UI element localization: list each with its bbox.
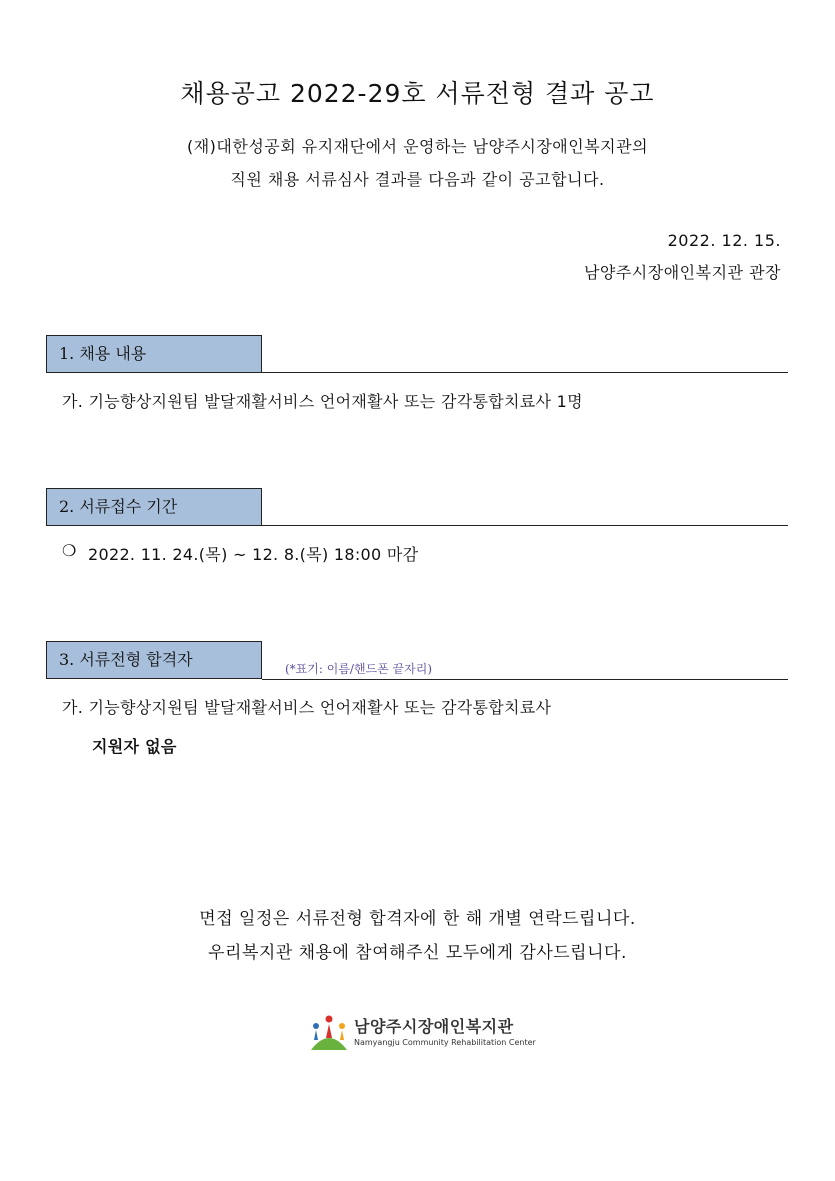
section-heading-3: 3. 서류전형 합격자 — [46, 641, 262, 679]
center-logo — [308, 1012, 548, 1054]
section-heading-1: 1. 채용 내용 — [46, 335, 262, 373]
section-divider-1 — [262, 372, 788, 373]
section-divider-3 — [262, 679, 788, 680]
application-period: 2022. 11. 24.(목) ~ 12. 8.(목) 18:00 마감 — [88, 545, 419, 564]
section-divider-2 — [262, 525, 788, 526]
result-text: 지원자 없음 — [92, 737, 177, 756]
closing-line-2: 우리복지관 채용에 참여해주신 모두에게 감사드립니다. — [208, 943, 627, 963]
page-title: 채용공고 2022-29호 서류전형 결과 공고 — [180, 79, 655, 108]
bullet-icon: ❍ — [62, 541, 77, 560]
intro-line-2: 직원 채용 서류심사 결과를 다음과 같이 공고합니다. — [230, 170, 605, 189]
logo-subtitle: Namyangju Community Rehabilitation Center — [354, 1038, 536, 1047]
people-emblem-icon — [308, 1012, 350, 1054]
intro-line-1: (재)대한성공회 유지재단에서 운영하는 남양주시장애인복지관의 — [186, 137, 649, 156]
name-format-note: (*표기: 이름/핸드폰 끝자리) — [285, 662, 432, 676]
logo-name: 남양주시장애인복지관 — [354, 1017, 514, 1036]
closing-line-1: 면접 일정은 서류전형 합격자에 한 해 개별 연락드립니다. — [199, 909, 636, 929]
notice-date: 2022. 12. 15. — [667, 231, 781, 250]
section-heading-2: 2. 서류접수 기간 — [46, 488, 262, 526]
section-3-line: 가. 기능향상지원팀 발달재활서비스 언어재활사 또는 감각통합치료사 — [62, 698, 552, 717]
section-1-line: 가. 기능향상지원팀 발달재활서비스 언어재활사 또는 감각통합치료사 1명 — [62, 392, 583, 411]
issuer: 남양주시장애인복지관 관장 — [583, 263, 781, 282]
